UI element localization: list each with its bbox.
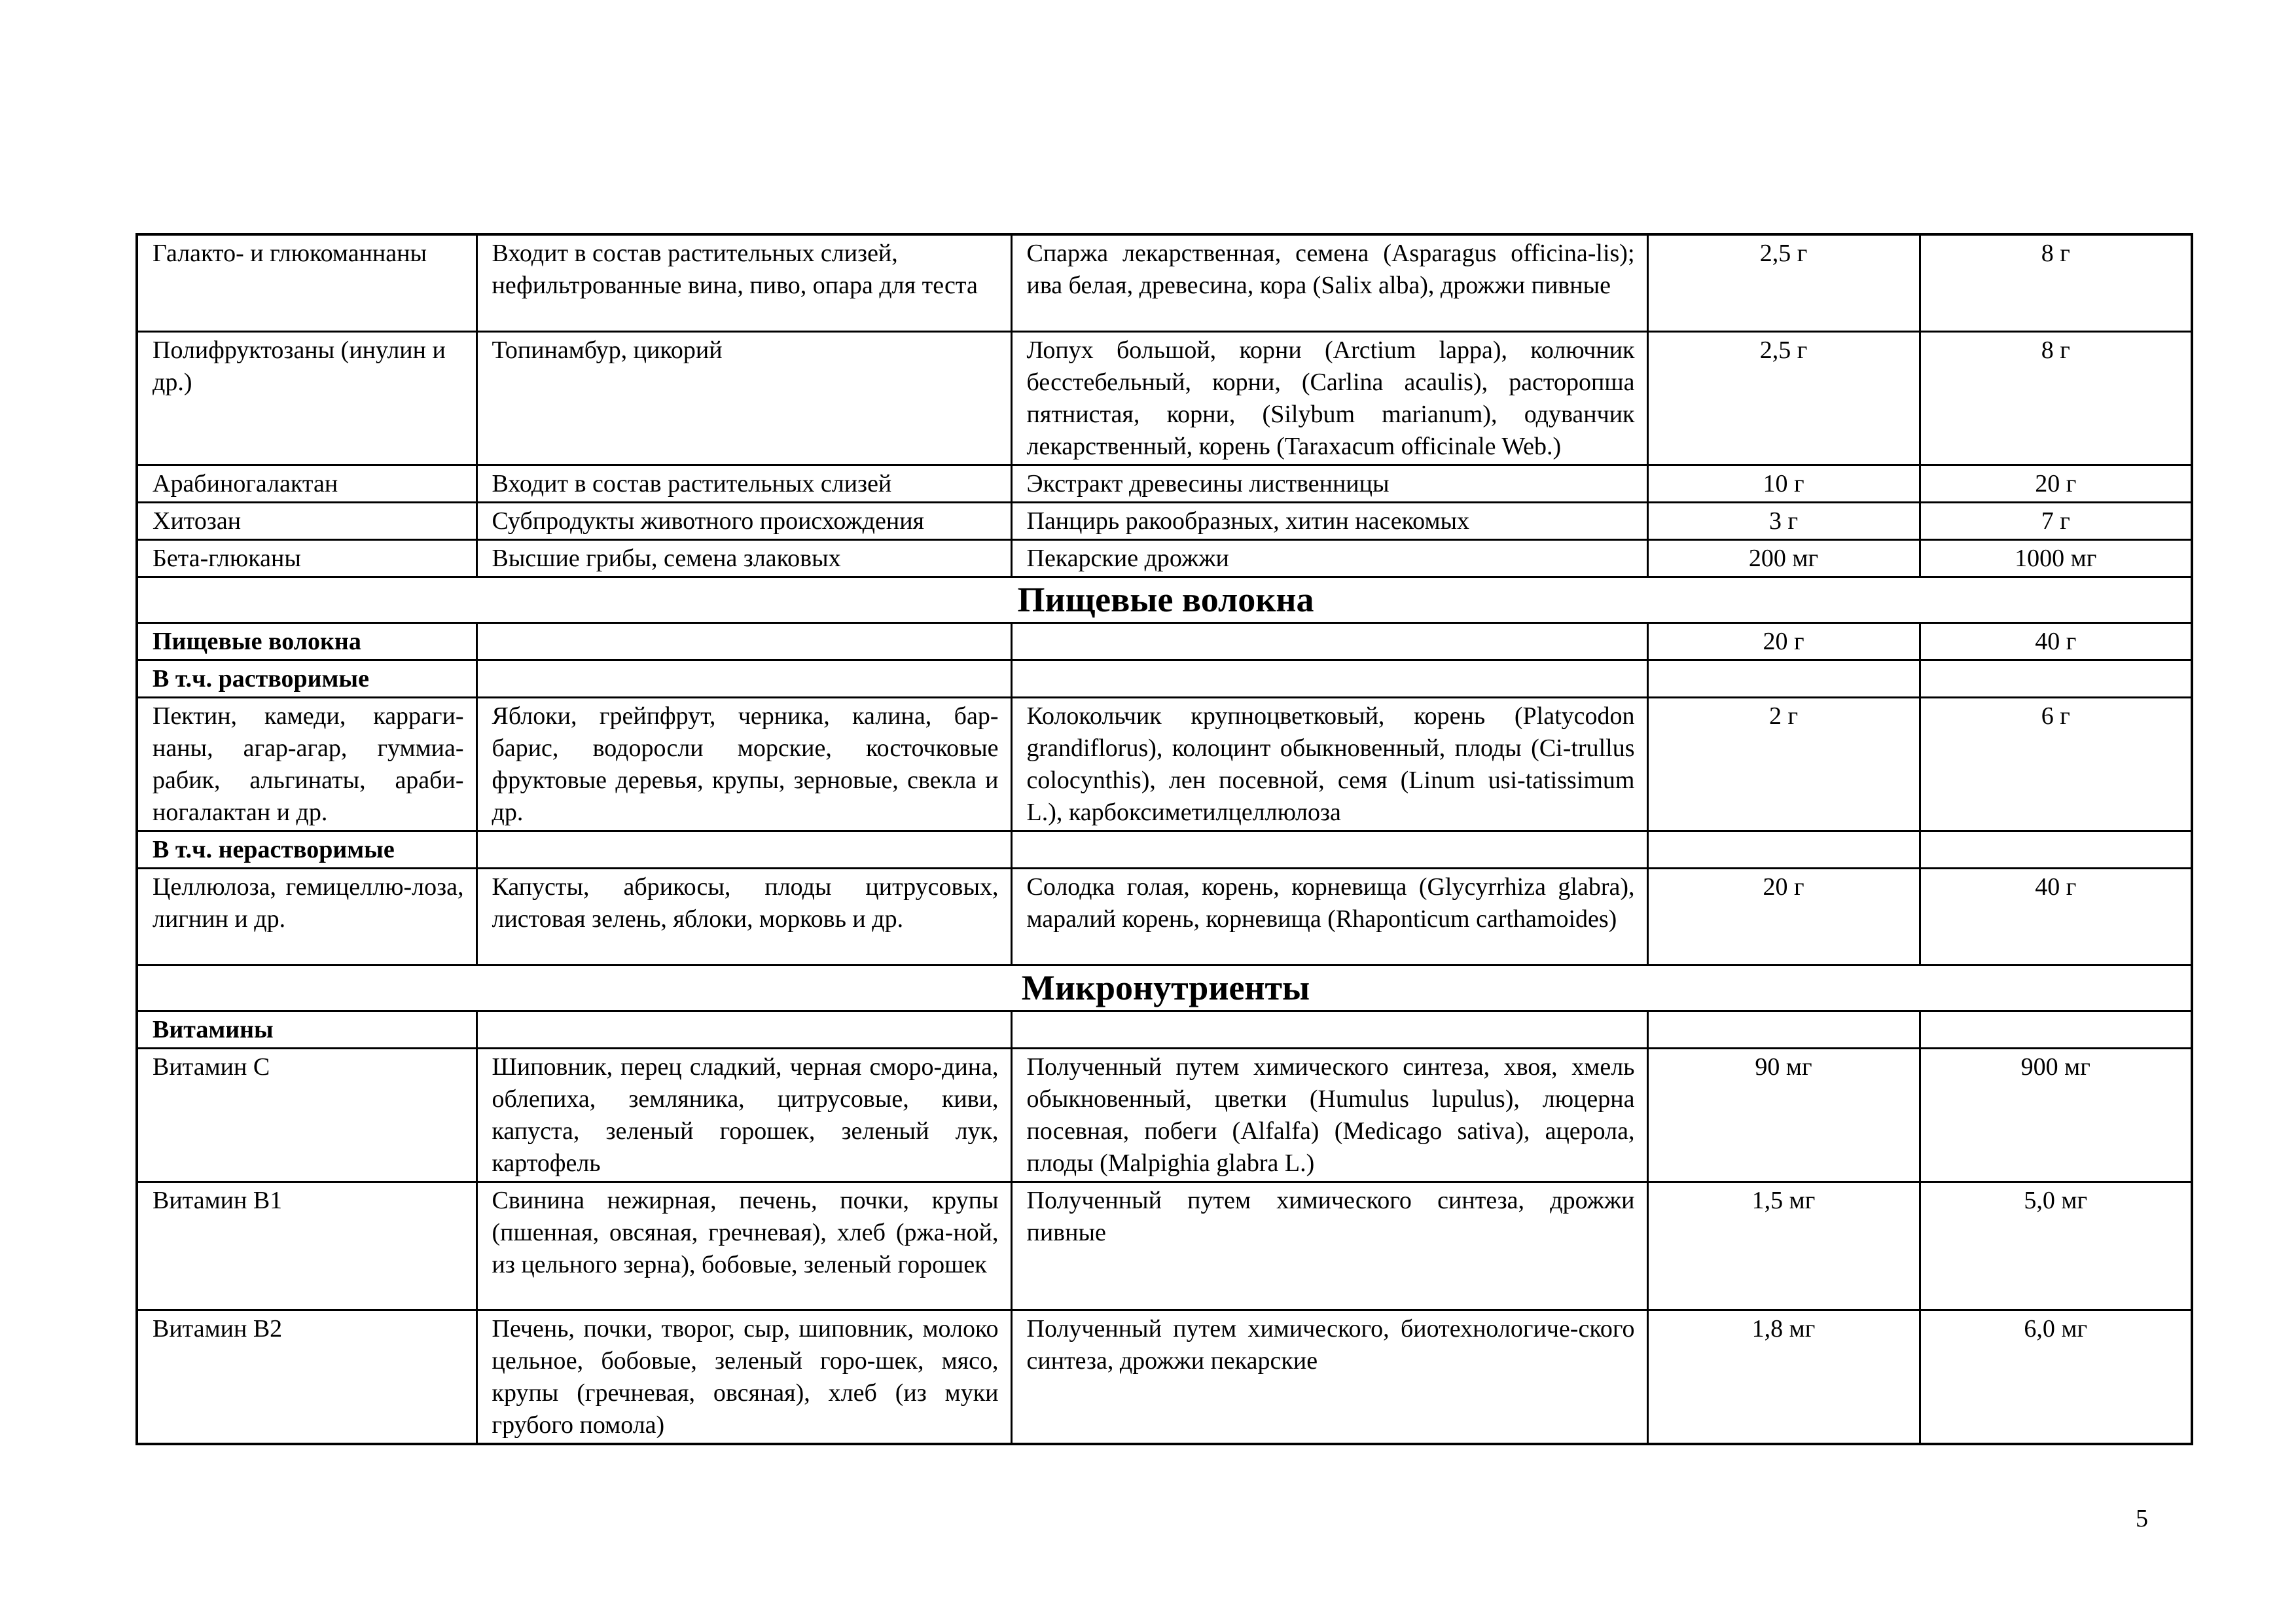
table-row [137,1310,2192,1444]
raw-material-cell: Спаржа лекарственная, семена (Asparagus officina-lis); ива белая, древесина, кора (Salix alba), дрожжи пивные [1011,234,1647,331]
upper-level-cell: 7 г [1920,502,2192,539]
section-row [137,577,2192,623]
group-name-cell: Витамины [137,1011,476,1048]
food-sources-cell: Входит в состав растительных слизей, нефильтрованные вина, пиво, опара для теста [476,234,1011,331]
raw-material-cell: Солодка голая, корень, корневища (Glycyrrhiza glabra), маралий корень, корневища (Rhaponticum carthamoides) [1011,868,1647,965]
upper-level-cell: 40 г [1920,623,2192,660]
raw-material-cell: Полученный путем химического, биотехнологиче-ского синтеза, дрожжи пекарские [1011,1310,1647,1444]
food-sources-cell: Входит в состав растительных слизей [476,465,1011,502]
adequate-level-cell: 2 г [1647,697,1920,831]
adequate-level-cell: 2,5 г [1647,331,1920,465]
nutrient-table [135,233,2193,1445]
substance-name-cell: Бета-глюканы [137,539,476,577]
table-row [137,234,2192,331]
table-row [137,831,2192,868]
adequate-level-cell [1647,1011,1920,1048]
food-sources-cell: Печень, почки, творог, сыр, шиповник, молоко цельное, бобовые, зеленый горо-шек, мясо, крупы (гречневая, овсяная), хлеб (из муки грубого помола) [476,1310,1011,1444]
table-row [137,1048,2192,1182]
upper-level-cell [1920,831,2192,868]
adequate-level-cell: 10 г [1647,465,1920,502]
group-name-cell: В т.ч. растворимые [137,660,476,697]
group-name-cell: В т.ч. нерастворимые [137,831,476,868]
upper-level-cell: 900 мг [1920,1048,2192,1182]
adequate-level-cell: 1,5 мг [1647,1182,1920,1310]
substance-name-cell: Целлюлоза, гемицеллю-лоза, лигнин и др. [137,868,476,965]
upper-level-cell: 5,0 мг [1920,1182,2192,1310]
substance-name-cell: Полифруктозаны (инулин и др.) [137,331,476,465]
raw-material-cell: Экстракт древесины лиственницы [1011,465,1647,502]
table-row [137,660,2192,697]
adequate-level-cell: 20 г [1647,868,1920,965]
adequate-level-cell: 1,8 мг [1647,1310,1920,1444]
raw-material-cell [1011,831,1647,868]
substance-name-cell: Пектин, камеди, карраги-наны, агар-агар, гуммиа-рабик, альгинаты, араби-ногалактан и др. [137,697,476,831]
group-name-cell: Пищевые волокна [137,623,476,660]
raw-material-cell: Полученный путем химического синтеза, дрожжи пивные [1011,1182,1647,1310]
upper-level-cell: 40 г [1920,868,2192,965]
upper-level-cell: 8 г [1920,234,2192,331]
table-row [137,465,2192,502]
substance-name-cell: Витамин В1 [137,1182,476,1310]
table-row [137,697,2192,831]
upper-level-cell: 6 г [1920,697,2192,831]
food-sources-cell [476,623,1011,660]
food-sources-cell: Свинина нежирная, печень, почки, крупы (пшенная, овсяная, гречневая), хлеб (ржа-ной, из цельного зерна), бобовые, зеленый горошек [476,1182,1011,1310]
table-row [137,623,2192,660]
substance-name-cell: Галакто- и глюкоманнаны [137,234,476,331]
section-row [137,965,2192,1011]
upper-level-cell [1920,660,2192,697]
food-sources-cell [476,660,1011,697]
raw-material-cell: Пекарские дрожжи [1011,539,1647,577]
food-sources-cell: Субпродукты животного происхождения [476,502,1011,539]
raw-material-cell [1011,623,1647,660]
food-sources-cell: Капусты, абрикосы, плоды цитрусовых, листовая зелень, яблоки, морковь и др. [476,868,1011,965]
adequate-level-cell: 200 мг [1647,539,1920,577]
food-sources-cell: Шиповник, перец сладкий, черная сморо-дина, облепиха, земляника, цитрусовые, киви, капуста, зеленый горошек, зеленый лук, картофель [476,1048,1011,1182]
substance-name-cell: Витамин С [137,1048,476,1182]
upper-level-cell: 20 г [1920,465,2192,502]
substance-name-cell: Арабиногалактан [137,465,476,502]
page-number: 5 [2136,1505,2148,1532]
table-row [137,1182,2192,1310]
raw-material-cell: Колокольчик крупноцветковый, корень (Platycodon grandiflorus), колоцинт обыкновенный, плоды (Ci-trullus colocynthis), лен посевной, семя (Linum usi-tatissimum L.), карбоксиметилцеллюлоза [1011,697,1647,831]
upper-level-cell: 6,0 мг [1920,1310,2192,1444]
raw-material-cell: Полученный путем химического синтеза, хвоя, хмель обыкновенный, цветки (Humulus lupulus), люцерна посевная, побеги (Alfalfa) (Medicago sativa), ацерола, плоды (Malpighia glabra L.) [1011,1048,1647,1182]
table-row [137,1011,2192,1048]
raw-material-cell [1011,660,1647,697]
section-heading: Пищевые волокна [137,577,2192,623]
upper-level-cell: 8 г [1920,331,2192,465]
table-row [137,331,2192,465]
adequate-level-cell [1647,831,1920,868]
upper-level-cell [1920,1011,2192,1048]
food-sources-cell: Высшие грибы, семена злаковых [476,539,1011,577]
table-row [137,868,2192,965]
raw-material-cell: Лопух большой, корни (Arctium lappa), колючник бесстебельный, корни, (Carlina acaulis), расторопша пятнистая, корни, (Silybum marianum), одуванчик лекарственный, корень (Taraxacum officinale Web.) [1011,331,1647,465]
upper-level-cell: 1000 мг [1920,539,2192,577]
table-row [137,502,2192,539]
food-sources-cell: Яблоки, грейпфрут, черника, калина, бар-барис, водоросли морские, косточковые фруктовые деревья, крупы, зерновые, свекла и др. [476,697,1011,831]
substance-name-cell: Хитозан [137,502,476,539]
food-sources-cell [476,831,1011,868]
food-sources-cell: Топинамбур, цикорий [476,331,1011,465]
substance-name-cell: Витамин В2 [137,1310,476,1444]
adequate-level-cell: 90 мг [1647,1048,1920,1182]
adequate-level-cell [1647,660,1920,697]
adequate-level-cell: 20 г [1647,623,1920,660]
adequate-level-cell: 2,5 г [1647,234,1920,331]
raw-material-cell: Панцирь ракообразных, хитин насекомых [1011,502,1647,539]
food-sources-cell [476,1011,1011,1048]
adequate-level-cell: 3 г [1647,502,1920,539]
raw-material-cell [1011,1011,1647,1048]
section-heading: Микронутриенты [137,965,2192,1011]
table-row [137,539,2192,577]
